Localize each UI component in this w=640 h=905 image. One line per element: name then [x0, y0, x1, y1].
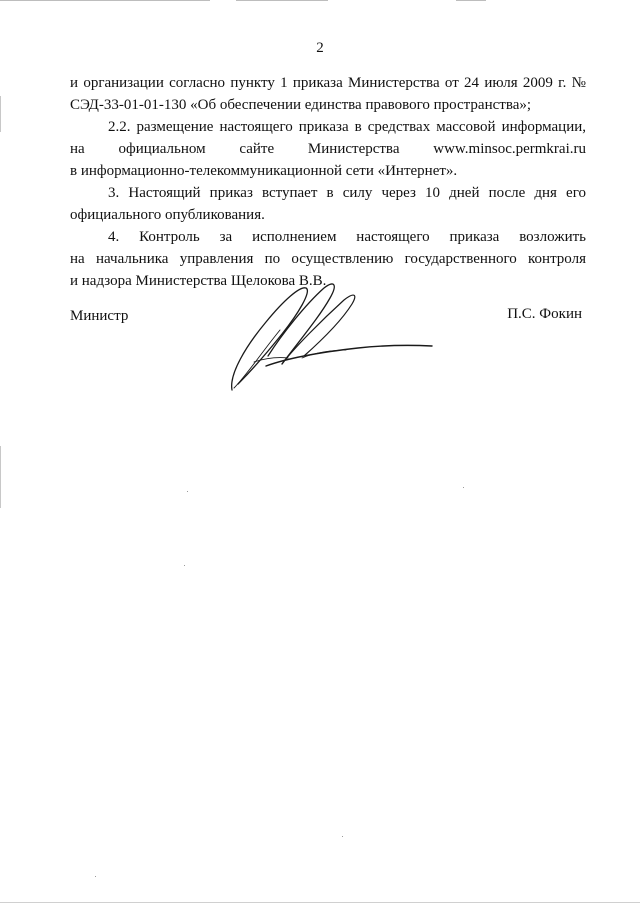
scan-speck — [95, 876, 96, 877]
text-line: и надзора Министерства Щелокова В.В. — [70, 273, 327, 289]
text-line: 2.2. размещение настоящего приказа в средствах массовой информации, — [108, 119, 586, 135]
text-line: официального опубликования. — [70, 207, 265, 223]
scan-edge-top-left — [0, 0, 210, 1]
text-line: в информационно-телекоммуникационной сети «Интернет». — [70, 163, 458, 179]
scan-speck — [184, 565, 185, 566]
paragraph-3-continued — [70, 204, 586, 226]
text-line: 3. Настоящий приказ вступает в силу через 10 дней после дня его — [108, 185, 586, 201]
paragraph-2-2-continued — [70, 138, 586, 182]
paragraph-3 — [70, 182, 586, 204]
handwritten-signature — [226, 278, 436, 398]
paragraph-4 — [70, 226, 586, 248]
signatory-name: П.С. Фокин — [507, 306, 582, 322]
scan-speck — [187, 491, 188, 492]
text-line: на начальника управления по осуществлению государственного контроля — [70, 251, 586, 267]
text-line: 4. Контроль за исполнением настоящего приказа возложить — [108, 229, 586, 245]
paragraph-continuation — [70, 72, 586, 116]
signature-block — [70, 304, 586, 414]
scan-edge-bottom — [0, 902, 640, 903]
scan-speck — [463, 487, 464, 488]
scan-speck — [342, 836, 343, 837]
page-number: 2 — [316, 40, 324, 56]
scan-edge-left-mark — [0, 96, 1, 132]
text-line: на официальном сайте Министерства www.minsoc.permkrai.ru — [70, 141, 586, 157]
scan-edge-left-mark — [0, 446, 1, 508]
text-line: и организации согласно пункту 1 приказа Министерства от 24 июля 2009 г. № — [70, 75, 586, 91]
scan-edge-top-right — [456, 0, 486, 1]
paragraph-2-2 — [70, 116, 586, 138]
document-body — [70, 72, 586, 292]
text-line: СЭД-33-01-01-130 «Об обеспечении единства правового пространства»; — [70, 97, 532, 113]
signatory-title: Министр — [70, 308, 129, 324]
scan-edge-top-middle — [236, 0, 328, 1]
